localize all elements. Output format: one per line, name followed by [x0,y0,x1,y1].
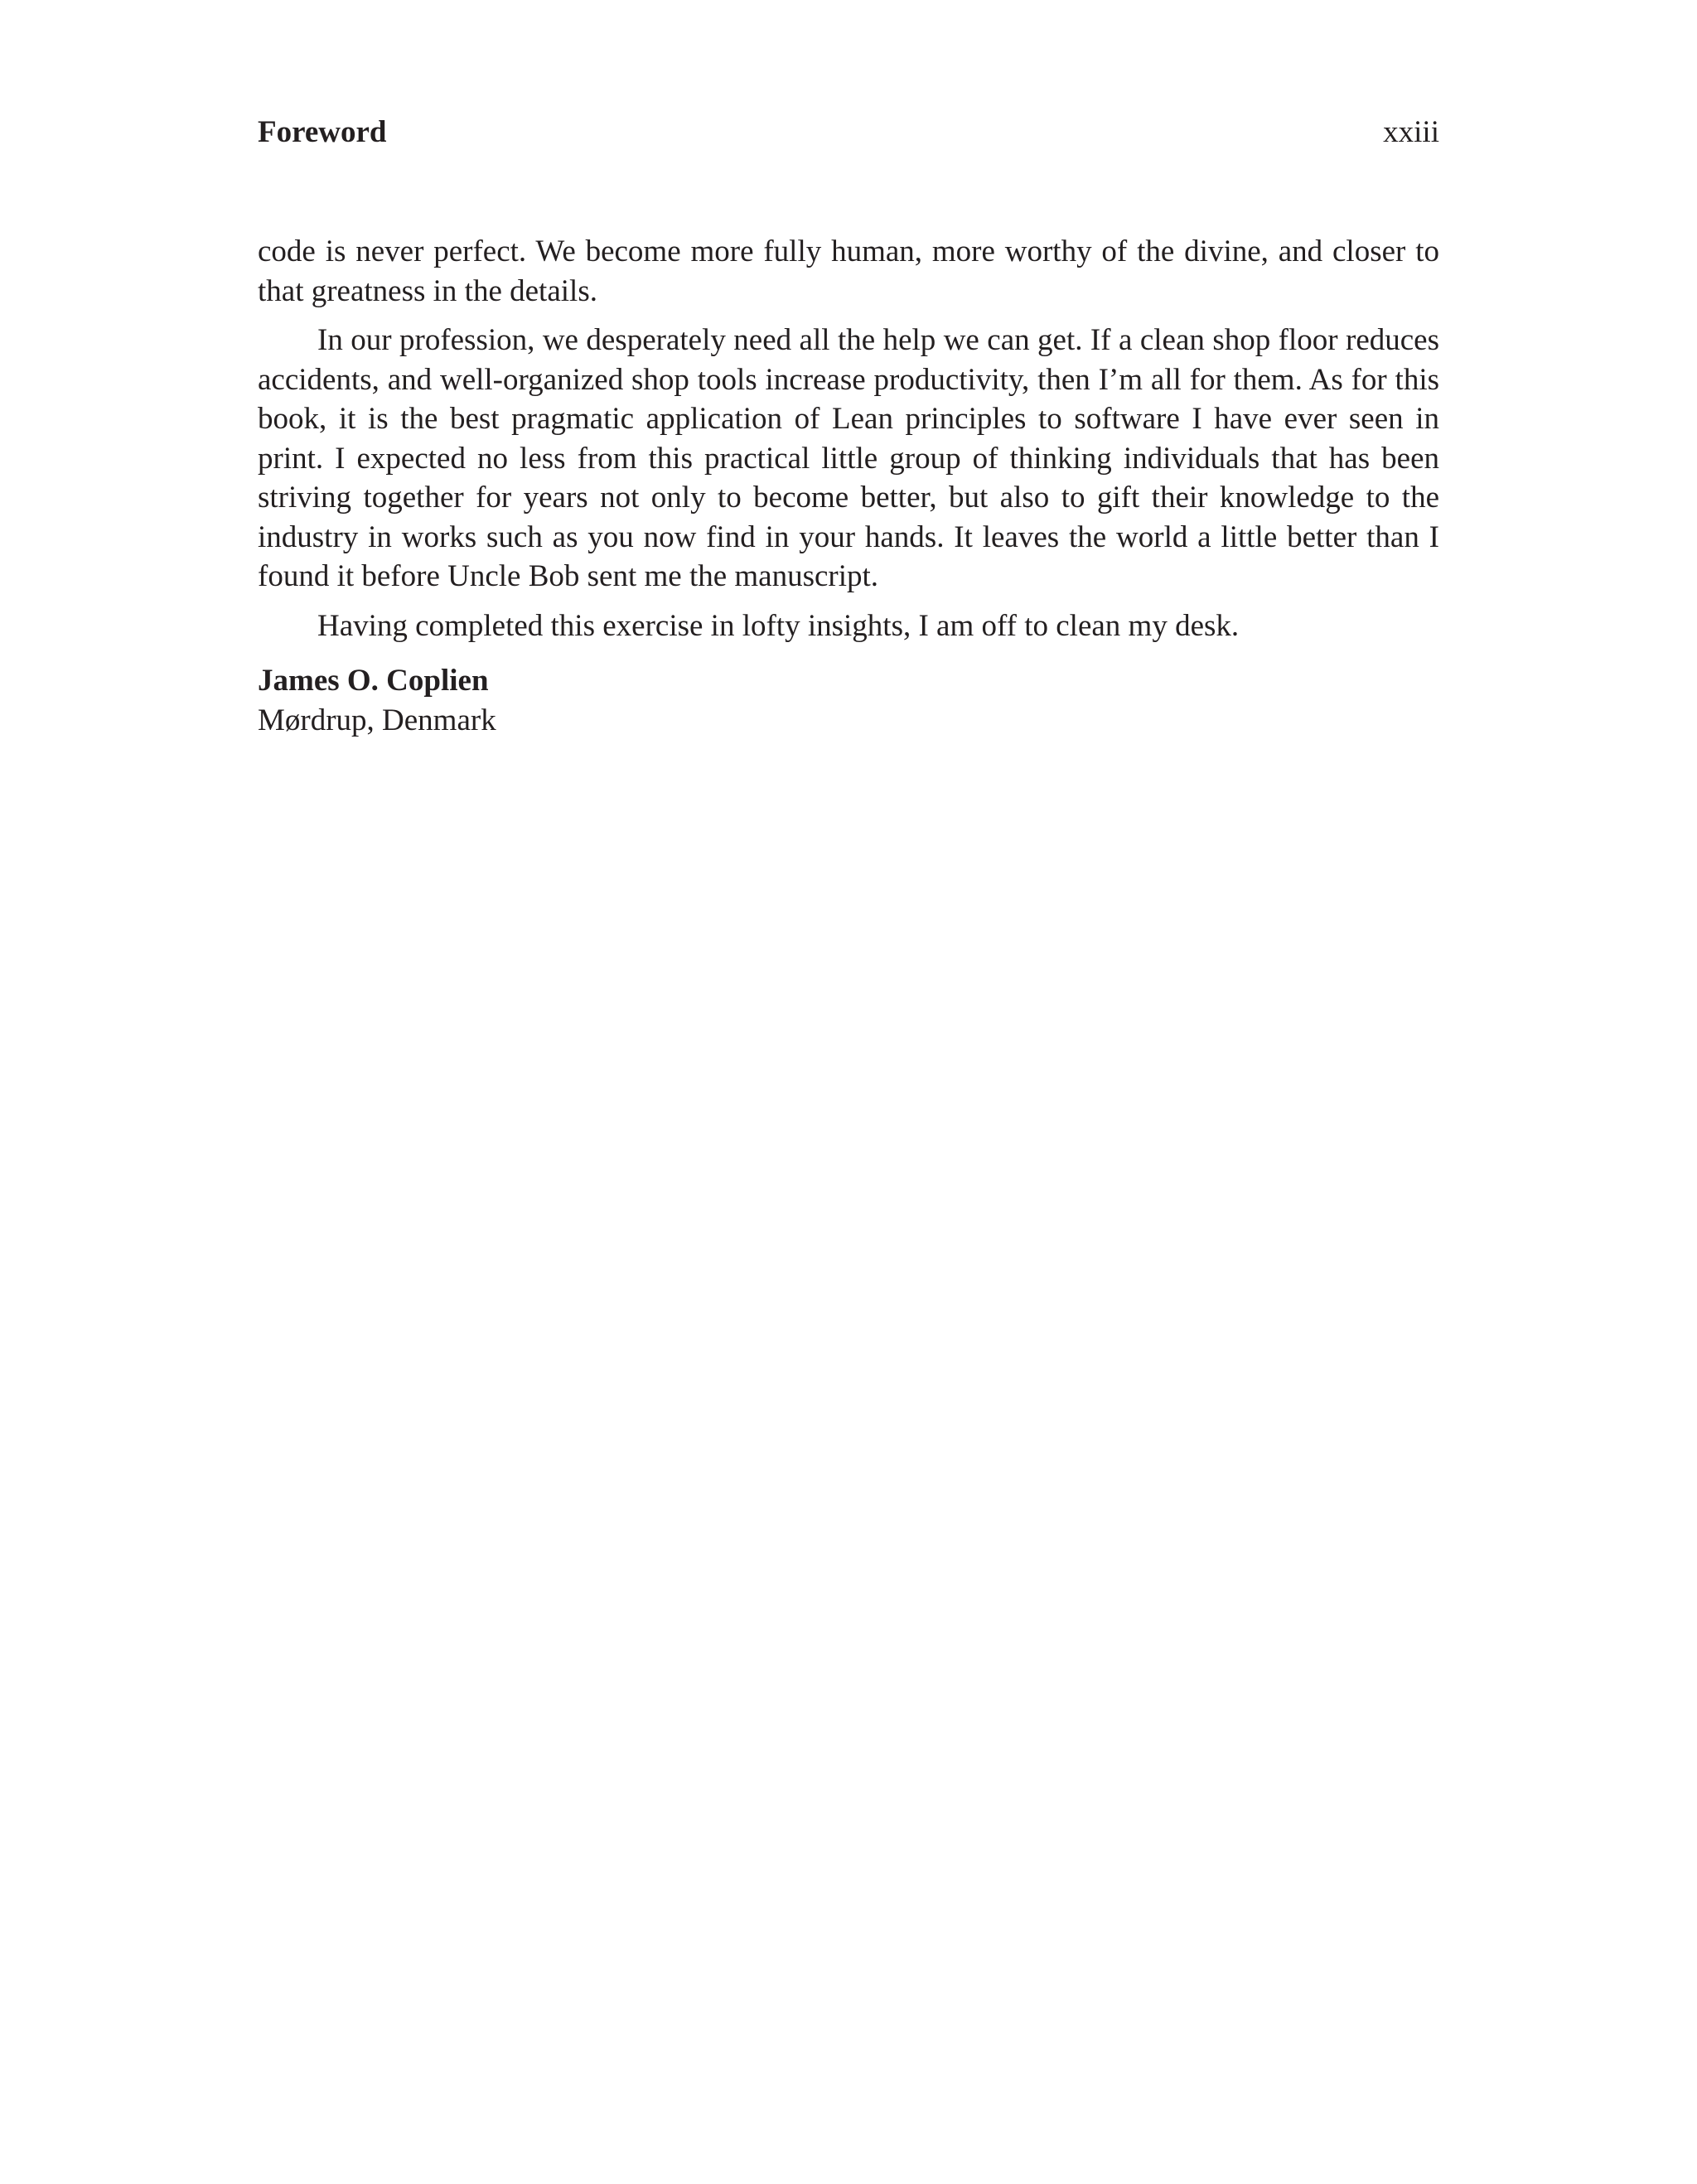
paragraph-closing: Having completed this exercise in lofty insights, I am off to clean my desk. [317,608,1240,643]
paragraph-profession: In our profession, we desperately need all the help we can get. If a clean shop floor reduces accidents, and well-organized shop tools increase productivity, then I’m all for them. As for this book, it is the best pragmatic application of Lean principles to software I have ever seen in print. I expected no less from this practical little group of thinking individuals that has been striving together for years not only to become better, but also to gift their knowledge to the industry in works such as you now find in your hands. It leaves the world a little better than I found it before Uncle Bob sent me the manuscript. [258,323,1439,593]
foreword-body [258,232,1439,655]
signature-block [258,661,496,740]
book-page [258,0,1439,2184]
author-location: Mørdrup, Denmark [258,703,496,737]
paragraph-continuation: code is never perfect. We become more fully human, more worthy of the divine, and closer to that greatness in the details. [258,234,1439,308]
section-title: Foreword [258,115,387,149]
page-number: xxiii [1383,115,1439,149]
author-name: James O. Coplien [258,664,489,698]
running-head [258,113,1439,152]
